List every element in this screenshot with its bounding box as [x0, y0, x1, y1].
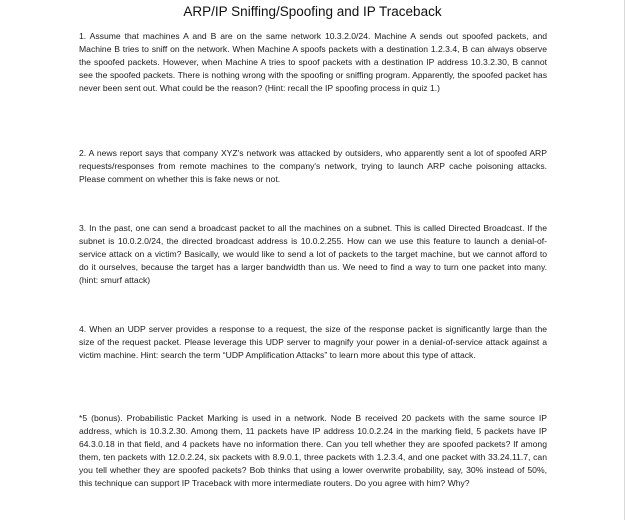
question-1: 1. Assume that machines A and B are on the same network 10.3.2.0/24. Machine A sends out spoofed packets, and Machine B tries to sniff on the network. When Machine A spoofs packets with a destination 1.2.3.4, B can always observe the spoofed packets. However, when Machine A tries to spoof packets with a destination IP address 10.3.2.30, B cannot see the spoofed packets. There is nothing wrong with the spoofing or sniffing program. Apparently, the spoofed packet has never been sent out. What could be the reason? (Hint: recall the IP spoofing process in quiz 1.)	[79, 31, 547, 93]
document-title: ARP/IP Sniffing/Spoofing and IP Traceback	[183, 4, 442, 19]
question-3: 3. In the past, one can send a broadcast packet to all the machines on a subnet. This is called Directed Broadcast. If the subnet is 10.0.2.0/24, the directed broadcast address is 10.0.2.255. How can we use this feature to launch a denial-of-service attack on a victim? Basically, we would like to send a lot of packets to the target machine, but we cannot afford to do it ourselves, because the target has a larger bandwidth than us. We need to find a way to turn one packet into many. (hint: smurf attack)	[79, 223, 547, 285]
question-2: 2. A news report says that company XYZ's network was attacked by outsiders, who apparently sent a lot of spoofed ARP requests/responses from remote machines to the company's network, trying to launch ARP cache poisoning attacks. Please comment on whether this is fake news or not.	[79, 148, 547, 184]
question-5-bonus: *5 (bonus). Probabilistic Packet Marking is used in a network. Node B received 20 packets with the same source IP address, which is 10.3.2.30. Among them, 11 packets have IP address 10.0.2.24 in the marking field, 5 packets have IP 64.3.0.18 in that field, and 4 packets have no information there. Can you tell whether they are spoofed packets? If among them, ten packets with 12.0.2.24, six packets with 8.9.0.1, three packets with 1.2.3.4, and one packet with 33.24.11.7, can you tell whether they are spoofed packets? Bob thinks that using a lower overwrite probability, say, 30% instead of 50%, this technique can support IP Traceback with more intermediate routers. Do you agree with him? Why?	[79, 413, 547, 488]
question-4: 4. When an UDP server provides a response to a request, the size of the response packet is significantly large than the size of the request packet. Please leverage this UDP server to magnify your power in a denial-of-service attack against a victim machine. Hint: search the term “UDP Amplification Attacks” to learn more about this type of attack.	[79, 324, 547, 360]
